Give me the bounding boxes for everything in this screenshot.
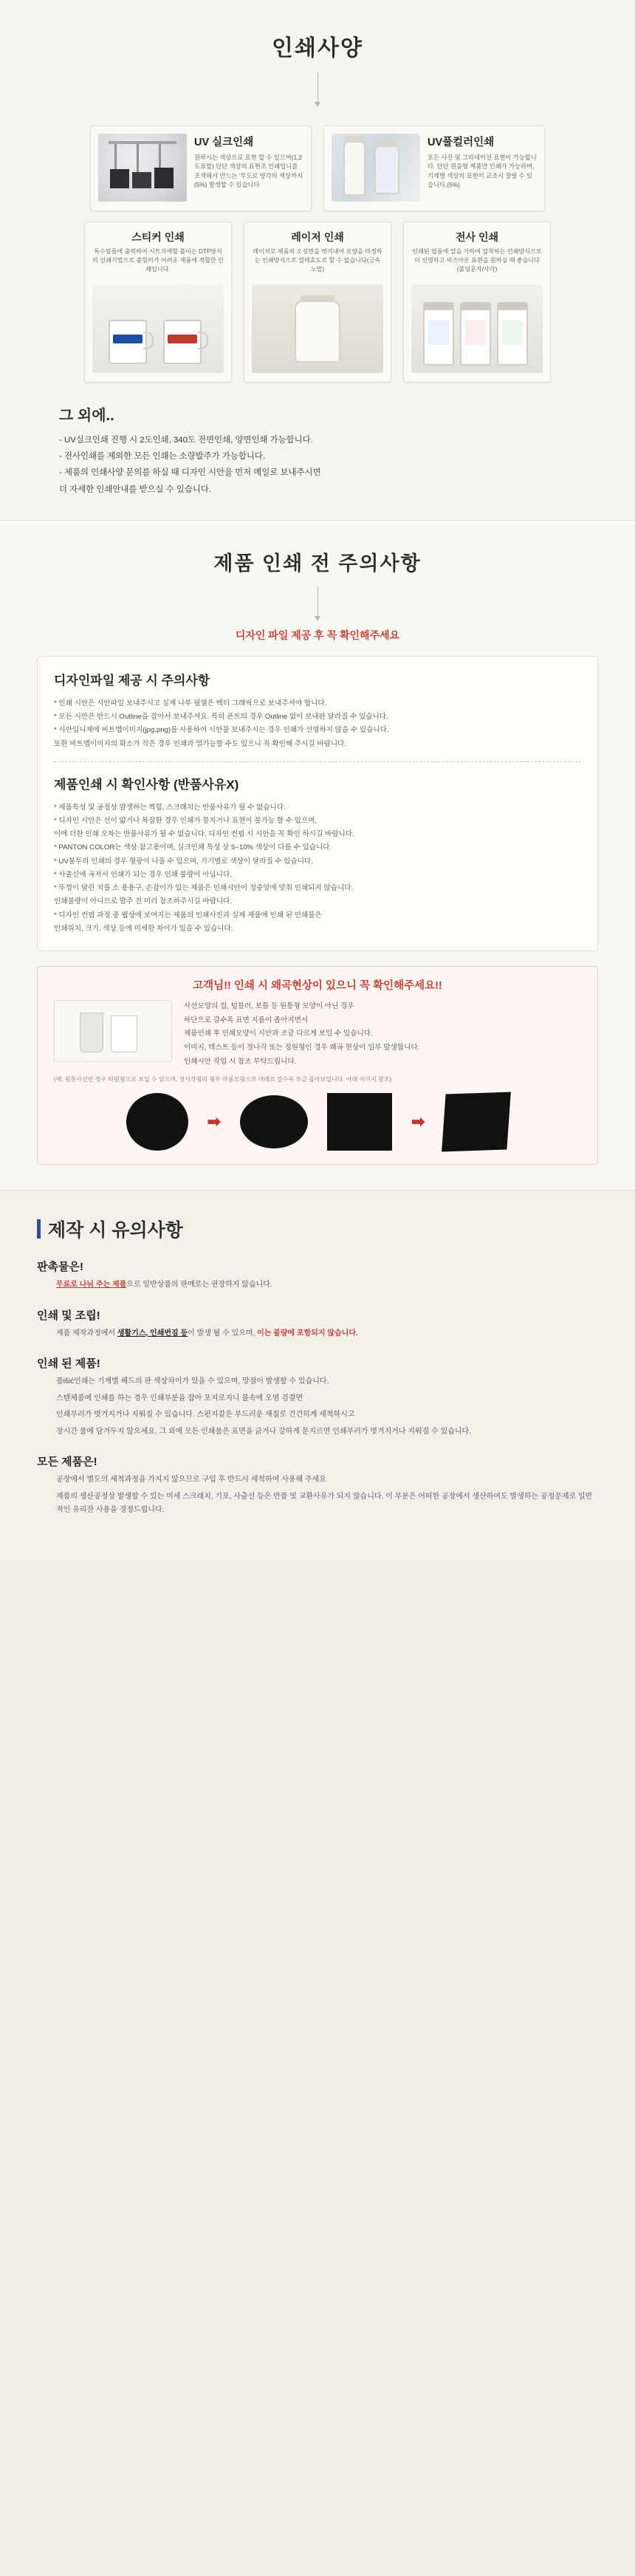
tumbler-shape [295,301,340,363]
card-title: UV풀컬러인쇄 [428,137,495,148]
block-mid: 이 발생 될 수 있으며, [188,1329,258,1337]
page-title: 인쇄사양 [272,36,363,61]
card-uv-fullcolor[interactable] [323,126,545,211]
can-shape-1 [423,302,454,366]
silk-rack-icon [107,140,178,196]
section3-title [37,1216,598,1242]
block-printed-product [37,1355,598,1439]
cup-shape-2 [111,1015,137,1052]
box2-item: * 디자인 컨펌 과정 중 웹상에 보여지는 제품의 인쇄사진과 실제 제품에 인쇄 된 인쇄물은 [54,911,322,919]
can-shape-3 [497,302,528,366]
block-heading: 인쇄 및 조립! [37,1309,100,1322]
etc-title: 그 외에.. [59,408,114,424]
card-uv-silk[interactable] [90,126,312,211]
cup-illustration [54,1000,172,1062]
card-desc: 원하시는 색상으로 표현 할 수 있으며(1,2도표할) 단단 색상의 표현조 인쇄입니를 조색해서 만드는 '무도로 양각의 색상까지(5%) 발생할 수 있습니다 [194,154,303,189]
sticker-photo [92,284,224,373]
box1-list [54,697,581,751]
box2-list [54,801,581,936]
block-line: 스텐체품에 인쇄를 하는 경우 인쇄부분을 잡아 포지로지니 불속에 오염 검결면 [56,1394,303,1402]
box1-item: 또한 비트맵이미지의 화소가 작은 경우 인쇄과 멀가능할 수도 있으니 꼭 확인해 주시길 바랍니다. [54,739,347,748]
block-pre: 제품 제작과정에서 [56,1329,117,1337]
box1-item: * 모든 시안은 반드시 Outline을 잡아서 보내주셔요. 특히 폰트의 경우 Outline 없이 보내판 달라질 수 있습니다. [54,713,388,722]
box2-item: 인쇄불량이 아니므로 발주 전 미리 참조하주시길 바랍니다. [54,897,233,906]
box1-item: * 인쇄 시안은 시안파일 보내주시고 실제 나부 필열은 벡터 그래픽으로 보내주셔야 합니다. [54,699,327,708]
box2-title: 제품인쇄 시 확인사항 (반품사유X) [54,777,239,792]
block-line: 플išić인쇄는 기계별 헤드의 판 색상차이가 있을 수 있으며, 망점이 발생할 수 있습니다. [56,1377,329,1386]
uv-silk-photo [98,134,187,202]
emphasis-black: 생활기스, 인쇄번짐 등 [117,1329,188,1337]
card-title: 스티커 인쇄 [131,231,185,243]
etc-list [59,432,576,498]
block-line [37,1278,598,1292]
card-desc: 인쇄된 필름에 열을 가하여 압착하는 인쇄방식으로 이 선명하고 비즈아온 표현을 원하실 때 좋습니다(폴딩문자/사각) [412,248,542,273]
section-pre-print-cautions [0,520,635,1190]
bottle-shape [343,141,365,196]
title-bar-icon [37,1219,41,1239]
block-line: 인쇄부러가 벗겨지거나 지워질 수 있습니다. 스펀지같은 부드러운 재질로 건건히게 세척하시고 [56,1411,355,1419]
card-title: UV 실크인쇄 [194,137,254,148]
cards-row-primary [0,126,635,211]
section-print-spec [0,0,635,520]
box2-item: * UV불투리 인쇄의 경우 형광이 나올 수 있으며, 기기별로 색상이 달라질 수 있습니다. [54,857,313,866]
box1-title: 디자인파일 제공 시 주의사항 [54,673,210,688]
mug-shape-2 [163,320,202,364]
warning-title: 고객님!! 인쇄 시 왜곡현상이 있으니 꼭 확인해주세요!! [193,980,442,992]
arrow-right-icon-2: ➡ [411,1112,425,1131]
transfer-photo [411,284,543,373]
bottle-shape-2 [374,145,399,194]
card-laser[interactable] [244,222,391,383]
section2-title: 제품 인쇄 전 주의사항 [213,552,422,575]
block-heading: 판촉물은! [37,1261,83,1274]
arrow-right-icon: ➡ [207,1112,221,1131]
design-file-box [37,656,598,951]
etc-item: - 제품의 인쇄사양 문의를 하실 때 디자인 시안을 먼저 메일로 보내주시면 [59,468,321,478]
box2-item: 인쇄위치, 크기, 색상 등에 미세한 차이가 있을 수 있습니다. [54,924,233,933]
cards-row-secondary [0,222,635,383]
block-line: 제품의 생산공정상 발생할 수 있는 미세 스크래치, 기포, 사출선 등은 반품 및 교환사유가 되지 않습니다. 이 부분은 어떠한 공장에서 생산하여도 발생하는 공정문제로 일반적인 유리잔 사용을 경정드립니다. [56,1492,593,1515]
card-sticker[interactable] [84,222,232,383]
etc-item: - 전사인쇄를 제외한 모든 인쇄는 소량발주가 가능합니다. [59,452,266,462]
box2-item: * PANTON COLOR는 색상 참고용이며, 실크인쇄 특성 상 5~10% 색상이 다를 수 있습니다. [54,843,332,852]
box2-item: * 뚜껑이 달린 치를 소 용용구, 손잡이가 있는 제품은 인쇄시안이 정중앙에 맞취 인쇄되지 않습니다. [54,884,354,893]
emphasis-red: 이는 불량에 포함되지 않습니다. [257,1329,358,1337]
section2-subtitle: 디자인 파일 제공 후 꼭 확인해주세요 [235,628,400,641]
mug-shape-1 [109,320,147,364]
block-line-rest: 으로 일반상품의 판매로는 권장하지 않습니다. [126,1281,272,1289]
warning-line: 제품인쇄 후 인쇄모양이 시안과 조금 다르게 보일 수 있습니다. [184,1030,373,1038]
etc-box [59,403,576,498]
box2-item: 이에 더한 인쇄 오차는 반품사유가 될 수 없습니다. 디자인 컨펌 시 시안을 꼭 확인 하시길 바랍니다. [54,830,354,839]
emphasis-red: 무료로 나눠 주는 제품 [56,1281,127,1289]
box1-item: * 시안입니제에 비트맵이미지(jpg.png)를 사용하여 시안물 보내주시는 경우 인쇄가 선명하지 않을 수 있습니다. [54,726,389,735]
block-line: 장시간 물에 담겨두지 않으세요. 그 외에 모든 인쇄물은 표면을 긁거나 강하게 문지르면 인쇄부러가 벗겨지거나 지워질 수 있습니다. [56,1427,471,1436]
block-all-products [37,1453,598,1518]
divider [54,761,581,762]
block-heading: 인쇄 된 제품! [37,1357,100,1371]
warning-note: (예: 원통사선인 경우 타원형으로 보일 수 있으며, 정사각형의 형우 마름모형으로 마래로 갈수록 조금 좁아보입니다. 아래 이미지 참조) [54,1075,392,1083]
block-line [37,1327,598,1341]
box2-item: * 제품특성 및 공정상 발생하는 찍힘, 스크래치는 반품사유가 될 수 없습니다. [54,803,286,812]
block-print-assembly [37,1307,598,1341]
square-shape-before [327,1093,392,1151]
laser-photo [252,284,383,373]
card-transfer[interactable] [403,222,551,383]
card-desc: 모든 사진 및 그라데이션 표현이 가능합니다. 단단 원음형 제품만 인쇄가 가능하며, 기계별 색상의 표현이 교조시 잘릴 수 있습니다.(5%) [428,154,537,189]
warning-line: 인쇄시안 작업 시 참조 부탁드립니다. [184,1057,297,1066]
box2-item: * 디자인 시안은 선이 얇거나 복잡한 경우 인쇄가 뭉치거나 표현이 불가능 할 수 있으며, [54,817,318,826]
block-promotional [37,1258,598,1292]
block-line: 공장에서 별도의 세척과정을 가지지 않으므로 구입 후 반드시 세척하여 사용해 주세요 [56,1476,326,1484]
card-title: 전사 인쇄 [456,231,498,243]
box2-item: * 사출신에 곡저서 인쇄가 되는 경우 인쇄 불량이 아닙니다. [54,870,232,879]
warning-text [184,1000,581,1069]
warning-line: 사선모양의 컵, 텀블러, 보틀 등 원통형 모양이 아닌 경우 [184,1002,354,1010]
card-desc: 레이저로 제품의 오징면을 벗겨내어 모양을 마징하는 인쇄방식으로 열테효도로 할 수 없습니다(금속노말) [253,248,382,273]
section3-title-text: 제작 시 유의사항 [48,1220,183,1241]
can-shape-2 [460,302,491,366]
card-title: 레이저 인쇄 [291,231,344,243]
ellipse-shape-after [240,1095,308,1148]
card-desc: 특수필름에 출력하여 시트지에할 붙이는 DTP방식의 인쇄기법으로 출힐러가 어려운 제품에 적합한 인쇄입니다. [92,248,224,273]
skewed-shape-after [442,1092,512,1152]
cup-shape-1 [80,1013,103,1052]
distortion-warning-box [37,966,598,1165]
block-heading: 모든 제품은! [37,1456,97,1469]
section-manufacturing-notes [0,1190,635,1562]
uv-fullcolor-photo [332,134,420,202]
etc-item: - UV실크인쇄 진행 시 2도인쇄, 340도 전면인쇄, 양면인쇄 가능합니다. [59,436,313,445]
warning-line: 이미지, 텍스트 등이 정나각 또는 정원형인 경우 왜곡 현상이 일부 발생합니다. [184,1044,420,1052]
warning-line: 하단으로 갈수록 표면 지름이 좁아지면서 [184,1015,309,1024]
circle-shape-before [126,1093,188,1151]
etc-item: 더 자세한 인쇄안내를 받으실 수 있습니다. [59,484,212,494]
distortion-shapes [54,1093,581,1151]
